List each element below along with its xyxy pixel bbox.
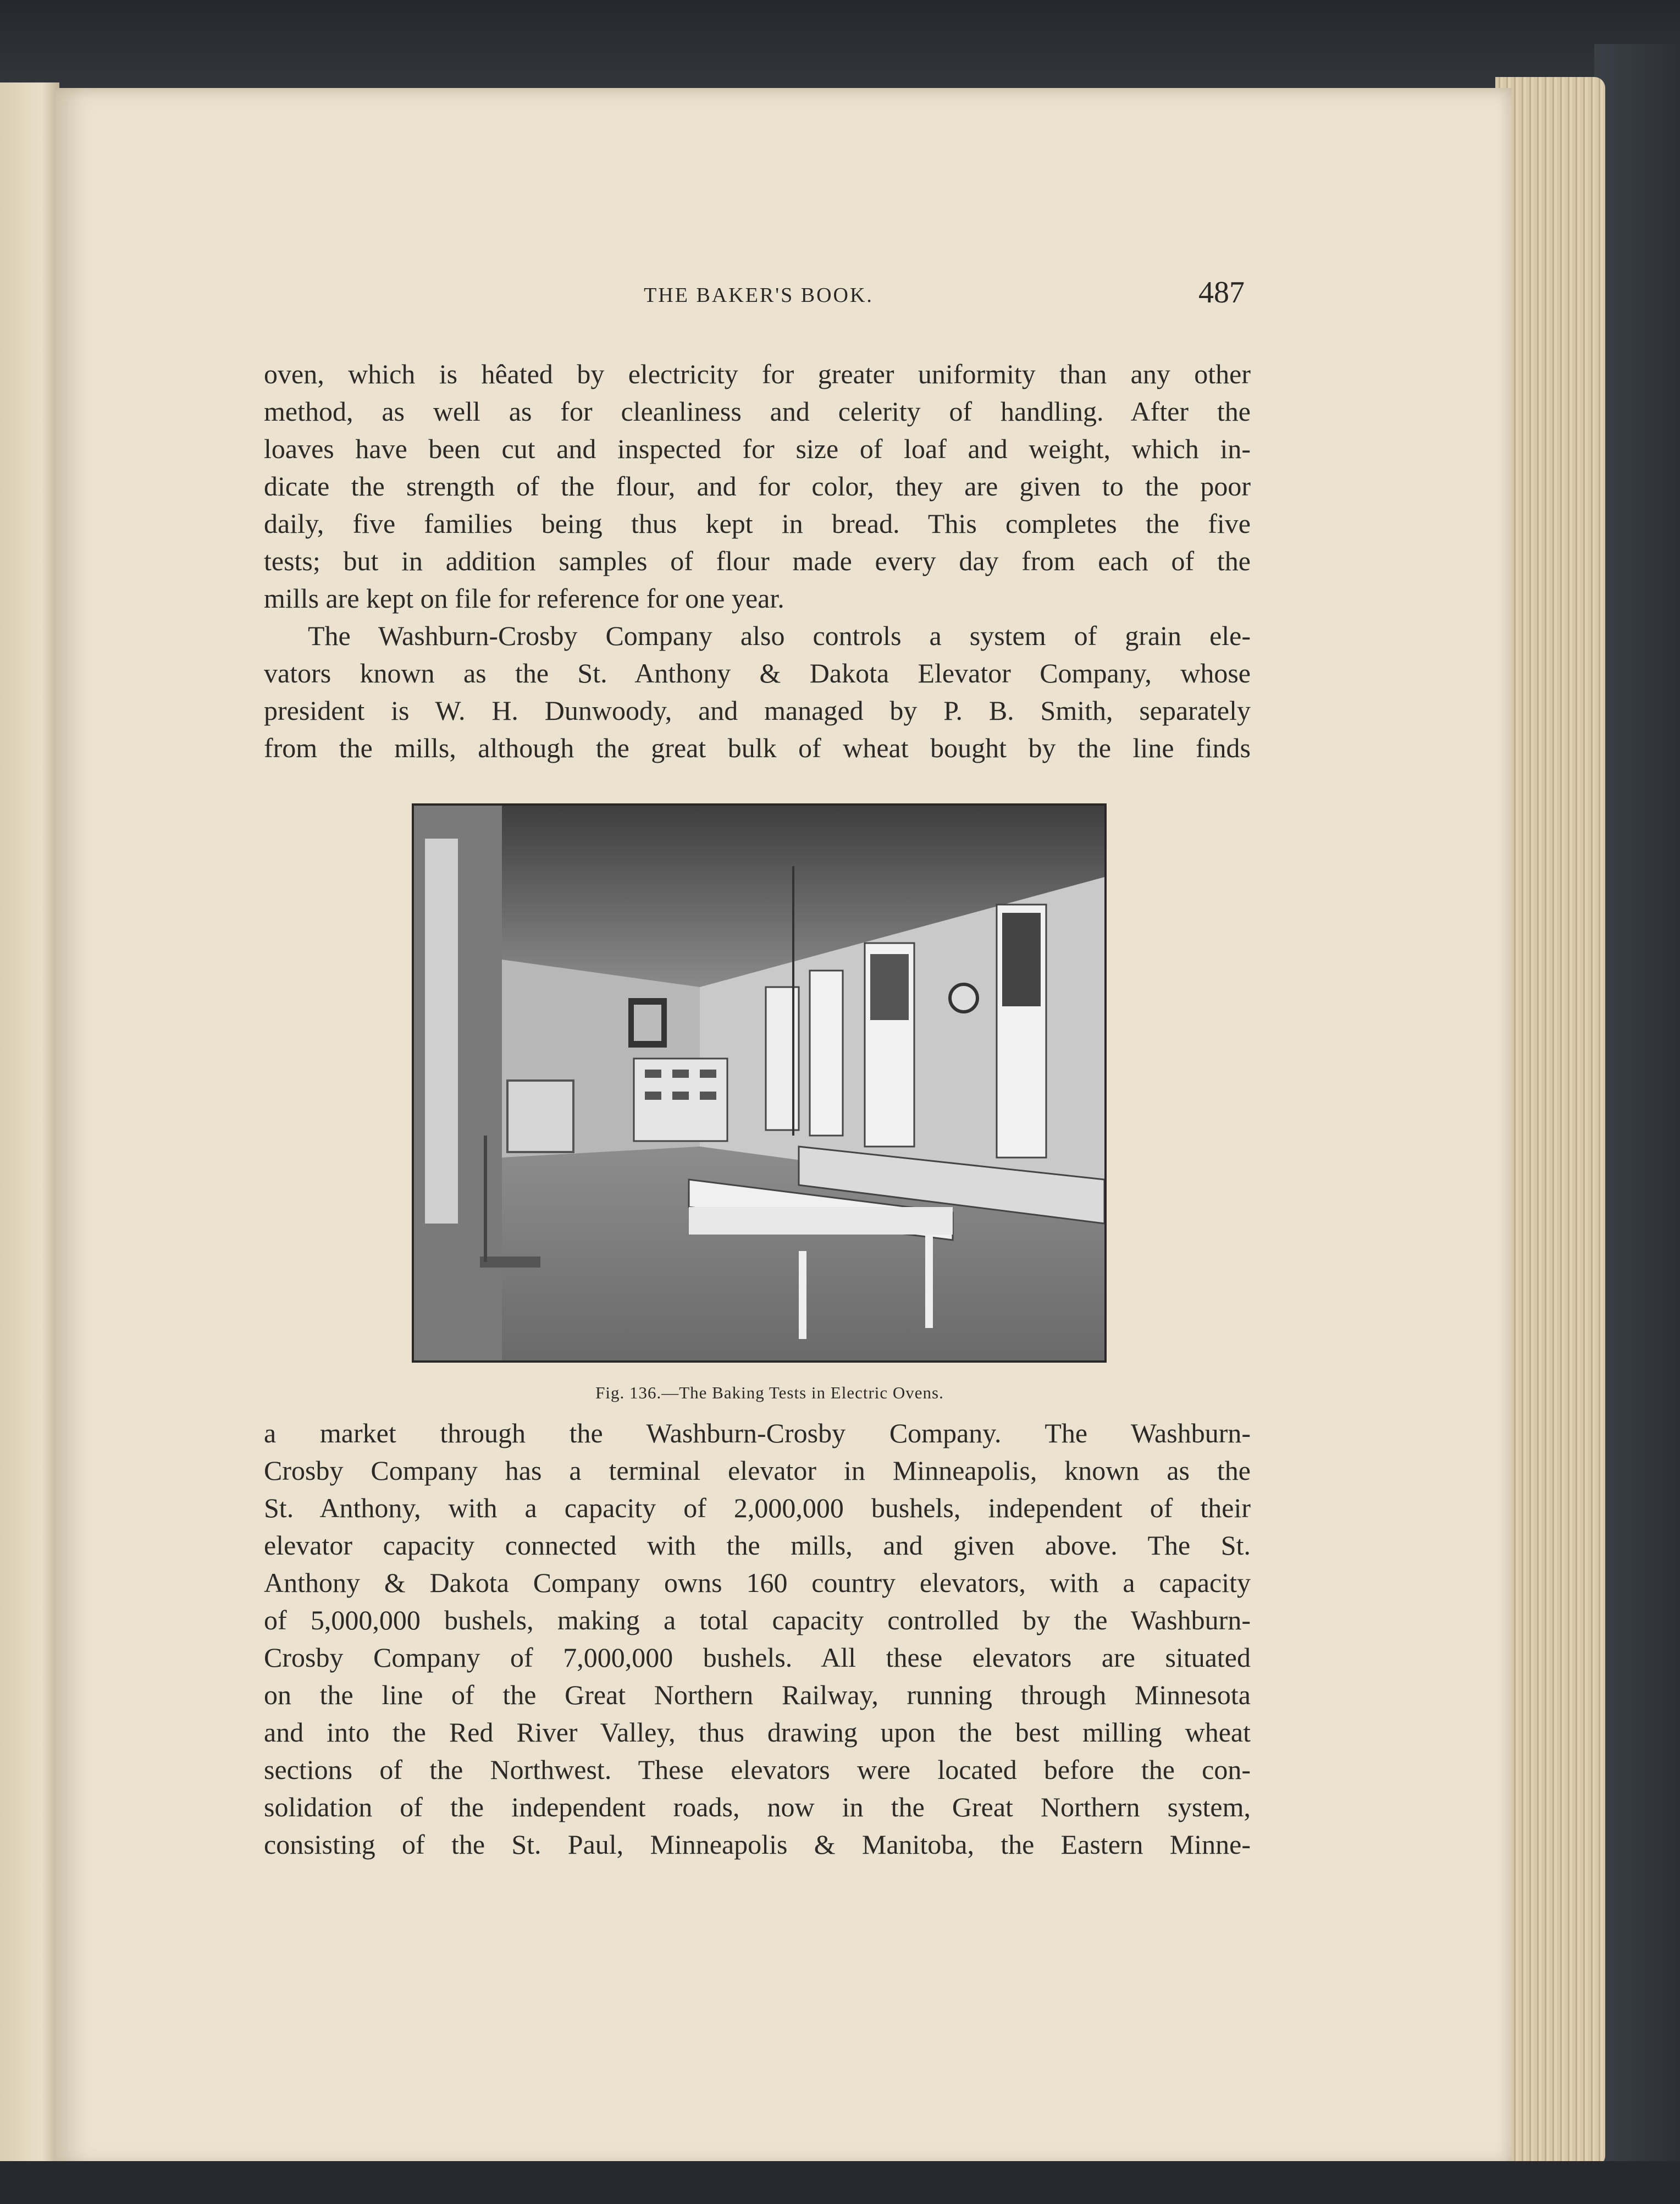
figure-photo-baking-room (412, 803, 1107, 1363)
text-line: tests; but in addition samples of flour made every day from each of the (264, 546, 1251, 576)
text-line: oven, which is hêated by electricity for greater uniformity than any other (264, 359, 1251, 389)
running-title: THE BAKER'S BOOK. (644, 284, 874, 307)
text-line: Anthony & Dakota Company owns 160 country elevators, with a capacity (264, 1567, 1251, 1598)
text-line: sections of the Northwest. These elevators were located before the con- (264, 1754, 1251, 1785)
figure-caption: Fig. 136.—The Baking Tests in Electric Ovens. (595, 1383, 944, 1402)
text-line: dicate the strength of the flour, and for color, they are given to the poor (264, 471, 1251, 502)
book-cover-top (0, 0, 1680, 93)
text-line: method, as well as for cleanliness and celerity of handling. After the (264, 396, 1251, 427)
facing-page-edge (0, 82, 59, 2172)
text-line: mills are kept on file for reference for one year. (264, 583, 784, 614)
book-cover-bottom (0, 2161, 1680, 2204)
page-edges (1495, 77, 1605, 2167)
text-line: vators known as the St. Anthony & Dakota Elevator Company, whose (264, 658, 1251, 688)
text-line: solidation of the independent roads, now in the Great Northern system, (264, 1792, 1251, 1822)
text-line: of 5,000,000 bushels, making a total capacity controlled by the Washburn- (264, 1605, 1251, 1635)
text-line: consisting of the St. Paul, Minneapolis & Manitoba, the Eastern Minne- (264, 1829, 1251, 1860)
text-line: a market through the Washburn-Crosby Company. The Washburn- (264, 1418, 1251, 1448)
text-line: St. Anthony, with a capacity of 2,000,000 bushels, independent of their (264, 1492, 1251, 1523)
text-line: on the line of the Great Northern Railway, running through Minnesota (264, 1679, 1251, 1710)
text-line: loaves have been cut and inspected for size of loaf and weight, which in- (264, 433, 1251, 464)
text-line: Crosby Company of 7,000,000 bushels. All these elevators are situated (264, 1642, 1251, 1673)
text-line: president is W. H. Dunwoody, and managed by P. B. Smith, separately (264, 695, 1251, 726)
text-line: daily, five families being thus kept in bread. This completes the five (264, 508, 1251, 539)
text-line: The Washburn-Crosby Company also controls a system of grain ele- (308, 620, 1251, 651)
text-line: elevator capacity connected with the mills, and given above. The St. (264, 1530, 1251, 1561)
text-line: from the mills, although the great bulk of wheat bought by the line finds (264, 732, 1251, 763)
bottom-text-block (264, 1414, 1251, 1863)
text-line: and into the Red River Valley, thus drawing upon the best milling wheat (264, 1717, 1251, 1748)
text-line: Crosby Company has a terminal elevator in Minneapolis, known as the (264, 1455, 1251, 1486)
photo-illustration (414, 806, 1104, 1360)
top-text-block (264, 355, 1251, 767)
book-cover-right (1594, 44, 1680, 2204)
page-number: 487 (1198, 276, 1245, 310)
